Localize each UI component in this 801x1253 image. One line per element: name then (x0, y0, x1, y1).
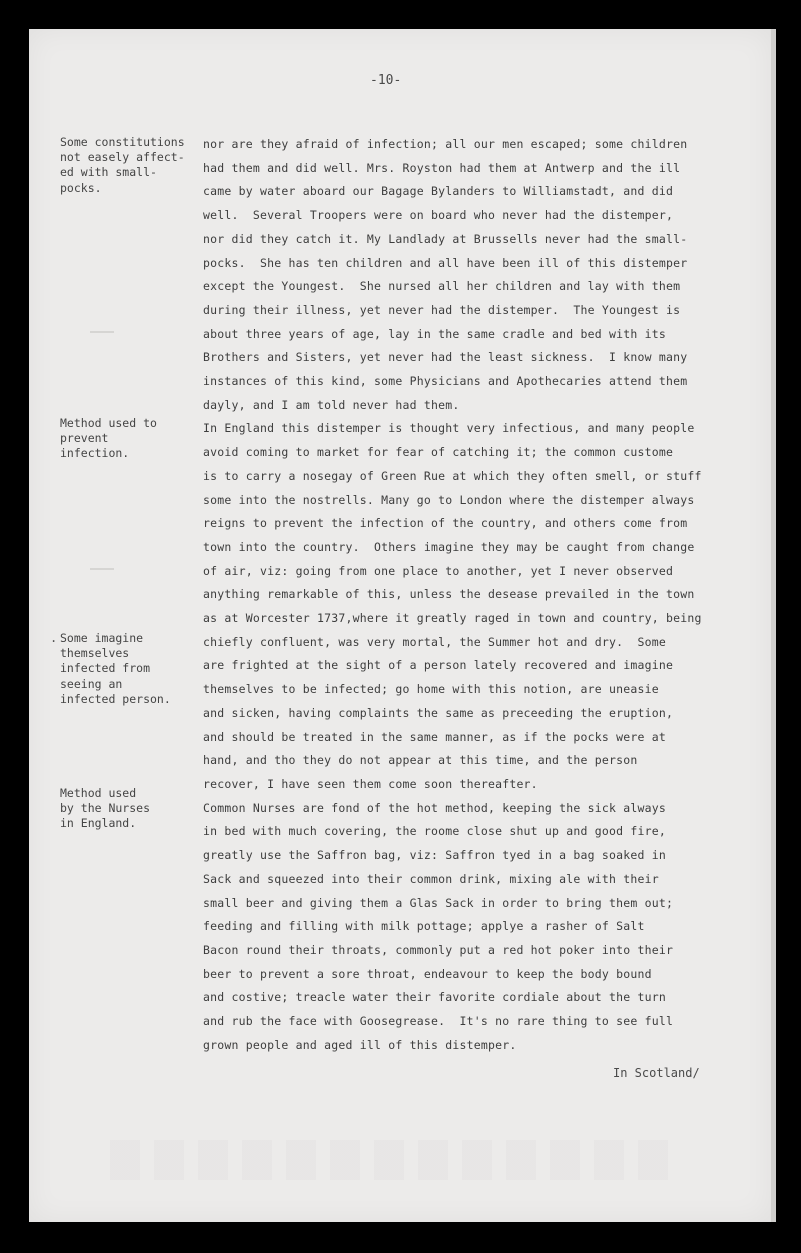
body-line: Bacon round their throats, commonly put a red hot poker into their (203, 942, 674, 957)
body-line: some into the nostrells. Many go to London where the distemper always (203, 492, 695, 507)
body-line: instances of this kind, some Physicians and Apothecaries attend them (203, 374, 688, 389)
catchword: In Scotland/ (613, 1066, 700, 1080)
body-line: hand, and tho they do not appear at this time, and the person (203, 753, 638, 768)
body-line: town into the country. Others imagine they may be caught from change (203, 539, 695, 554)
margin-note-line: in England. (60, 816, 137, 831)
body-line: nor did they catch it. My Landlady at Brussells never had the small- (203, 231, 688, 246)
margin-note-line: prevent (60, 431, 109, 446)
body-line: themselves to be infected; go home with this notion, are uneasie (203, 682, 659, 697)
margin-note-line: Method used (60, 786, 137, 800)
body-line: and sicken, having complaints the same as preceeding the eruption, (203, 705, 674, 720)
body-line: and costive; treacle water their favorite cordiale about the turn (203, 990, 667, 1005)
margin-note-imagine-infected (60, 631, 200, 707)
margin-note-prevent-infection (60, 416, 200, 462)
margin-note-line: seeing an (60, 676, 123, 691)
body-line: is to carry a nosegay of Green Rue at which they often smell, or stuff (203, 468, 702, 483)
body-line: chiefly confluent, was very mortal, the Summer hot and dry. Some (203, 634, 667, 649)
margin-note-nurses-method (60, 786, 200, 832)
body-line: and rub the face with Goosegrease. It's no rare thing to see full (203, 1014, 674, 1029)
body-line: nor are they afraid of infection; all our men escaped; some children (203, 137, 688, 151)
margin-note-line: Some constitutions (60, 135, 185, 149)
body-line: well. Several Troopers were on board who never had the distemper, (203, 208, 674, 223)
body-text (203, 133, 763, 1057)
body-line: dayly, and I am told never had them. (203, 397, 460, 412)
body-line: had them and did well. Mrs. Royston had them at Antwerp and the ill (203, 160, 681, 175)
body-line: Brothers and Sisters, yet never had the least sickness. I know many (203, 350, 688, 365)
margin-note-line: not easely affect- (60, 150, 185, 165)
body-line: grown people and aged ill of this distemper. (203, 1037, 517, 1052)
body-line: In England this distemper is thought very infectious, and many people (203, 421, 695, 436)
page-edge (771, 29, 776, 1222)
body-line: recover, I have seen them come soon thereafter. (203, 776, 538, 791)
body-line: beer to prevent a sore throat, endeavour to keep the body bound (203, 966, 652, 981)
body-line: Sack and squeezed into their common drink, mixing ale with their (203, 871, 659, 886)
body-line: Common Nurses are fond of the hot method, keeping the sick always (203, 800, 667, 815)
body-line: as at Worcester 1737,where it greatly raged in town and country, being (203, 611, 702, 626)
body-line: pocks. She has ten children and all have been ill of this distemper (203, 255, 688, 270)
margin-note-line: infected person. (60, 691, 171, 706)
bleed-through (110, 1140, 670, 1180)
margin-note-line: ed with small- (60, 165, 157, 180)
body-line: in bed with much covering, the roome close shut up and good fire, (203, 824, 667, 839)
margin-note-line: themselves (60, 646, 130, 661)
body-line: came by water aboard our Bagage Bylanders to Williamstadt, and did (203, 184, 674, 199)
margin-note-constitutions (60, 135, 200, 196)
margin-note-line: infected from (60, 661, 151, 676)
body-line: greatly use the Saffron bag, viz: Saffron tyed in a bag soaked in (203, 848, 667, 863)
body-line: about three years of age, lay in the same cradle and bed with its (203, 326, 667, 341)
margin-mark (90, 568, 114, 570)
body-line: anything remarkable of this, unless the desease prevailed in the town (203, 587, 695, 602)
margin-mark (90, 331, 114, 333)
body-line: and should be treated in the same manner, as if the pocks were at (203, 729, 667, 744)
margin-bullet: . (50, 631, 58, 645)
margin-note-line: by the Nurses (60, 801, 151, 816)
margin-note-line: infection. (60, 446, 130, 461)
margin-note-line: Some imagine (60, 631, 144, 645)
margin-note-line: Method used to (60, 416, 157, 430)
margin-note-line: pocks. (60, 180, 102, 195)
body-line: except the Youngest. She nursed all her children and lay with them (203, 279, 681, 294)
body-line: avoid coming to market for fear of catching it; the common custome (203, 445, 674, 460)
body-line: of air, viz: going from one place to another, yet I never observed (203, 563, 674, 578)
body-line: during their illness, yet never had the distemper. The Youngest is (203, 302, 681, 317)
body-line: are frighted at the sight of a person lately recovered and imagine (203, 658, 674, 673)
body-line: reigns to prevent the infection of the country, and others come from (203, 516, 688, 531)
page-number: -10- (370, 73, 402, 88)
body-line: small beer and giving them a Glas Sack in order to bring them out; (203, 895, 674, 910)
body-line: feeding and filling with milk pottage; applye a rasher of Salt (203, 919, 645, 934)
